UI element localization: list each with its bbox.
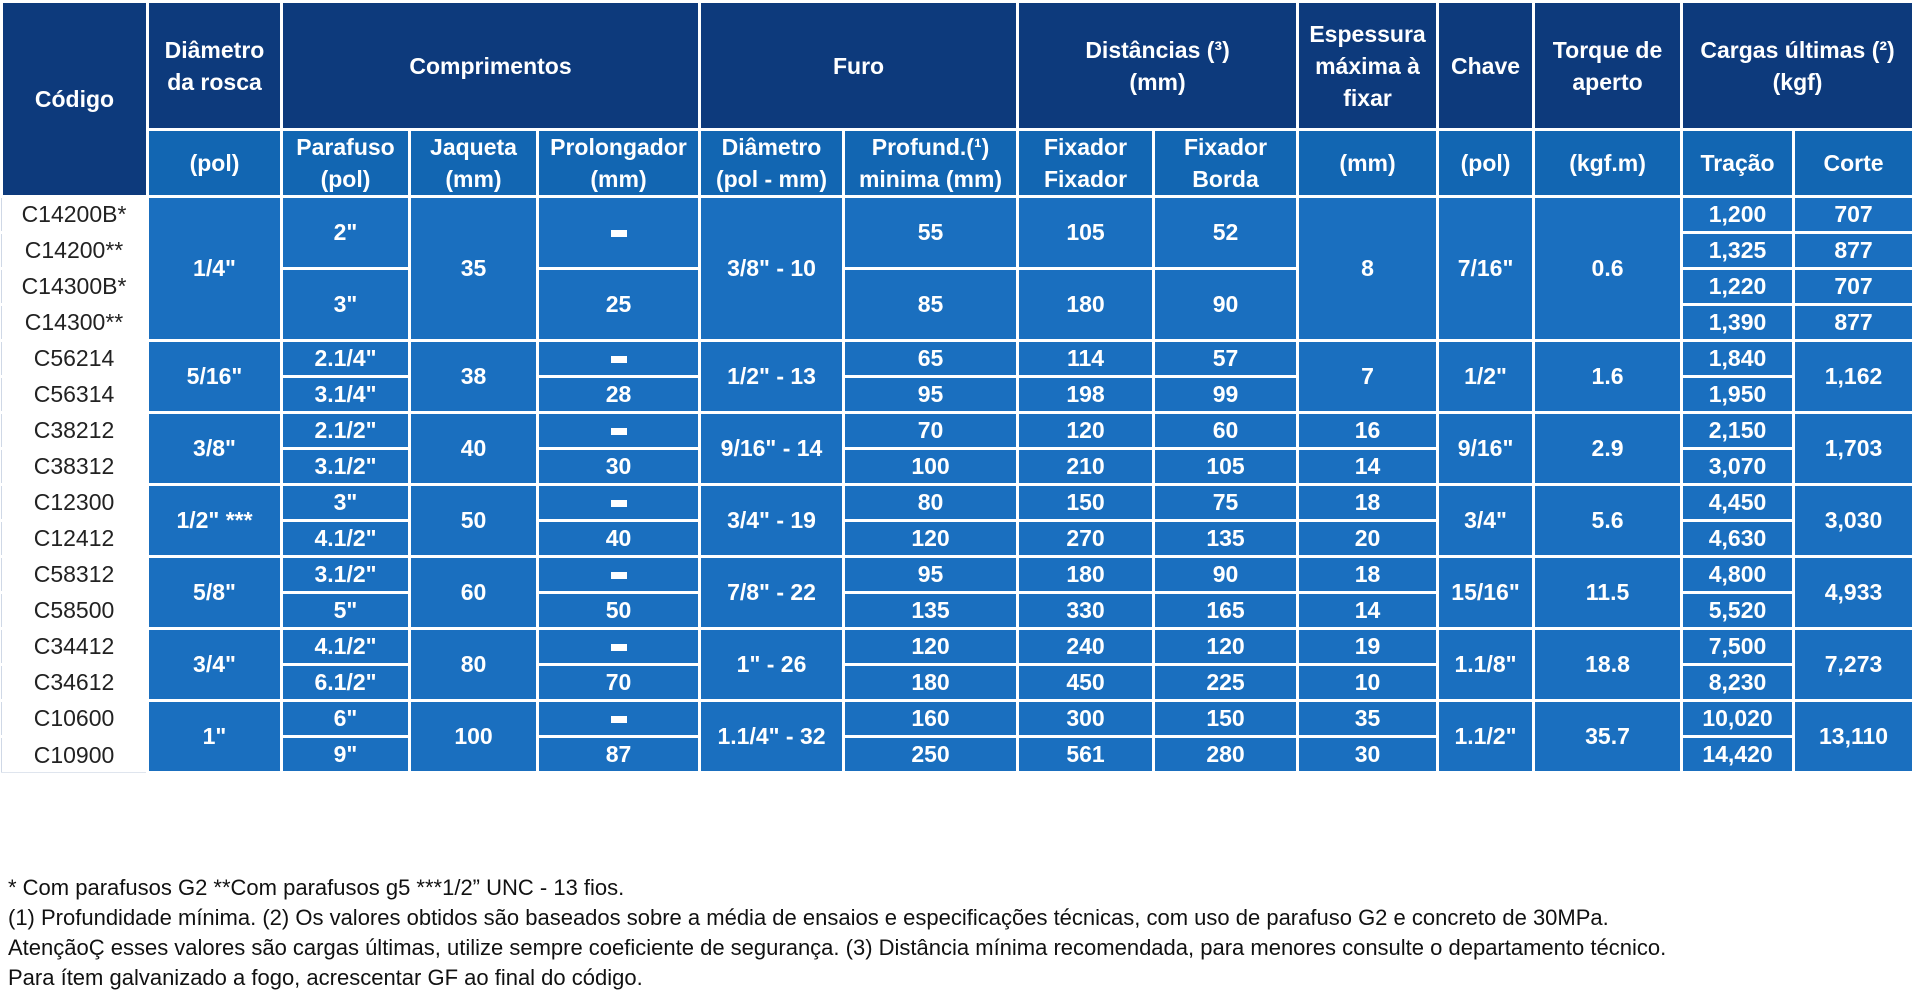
cell-codigo: C58312 [2, 557, 148, 593]
table-row [2, 701, 1912, 737]
cell-fixador: 180 [1018, 269, 1154, 341]
cell-borda: 90 [1154, 269, 1298, 341]
cell-furo: 3/4" - 19 [700, 485, 844, 557]
cell-furo: 1" - 26 [700, 629, 844, 701]
cell-espessura: 7 [1298, 341, 1438, 413]
subheader-jaqueta: Jaqueta (mm) [410, 130, 538, 197]
cell-profund: 65 [844, 341, 1018, 377]
cell-espessura: 14 [1298, 593, 1438, 629]
cell-borda: 90 [1154, 557, 1298, 593]
cell-profund: 95 [844, 377, 1018, 413]
cell-torque: 0.6 [1534, 197, 1682, 341]
header-diametro-rosca: Diâmetro da rosca [148, 2, 282, 130]
cell-profund: 85 [844, 269, 1018, 341]
cell-codigo: C14200** [2, 233, 148, 269]
cell-parafuso: 6" [282, 701, 410, 737]
subheader-corte: Corte [1794, 130, 1912, 197]
cell-tracao: 1,390 [1682, 305, 1794, 341]
header-furo: Furo [700, 2, 1018, 130]
cell-profund: 250 [844, 737, 1018, 773]
cell-torque: 35.7 [1534, 701, 1682, 773]
cell-tracao: 1,220 [1682, 269, 1794, 305]
header-torque: Torque de aperto [1534, 2, 1682, 130]
cell-parafuso: 9" [282, 737, 410, 773]
cell-chave: 7/16" [1438, 197, 1534, 341]
cell-furo: 1/2" - 13 [700, 341, 844, 413]
cell-prolongador: 70 [538, 665, 700, 701]
cell-profund: 70 [844, 413, 1018, 449]
cell-borda: 135 [1154, 521, 1298, 557]
header-comprimentos: Comprimentos [282, 2, 700, 130]
table-row [2, 341, 1912, 377]
cell-tracao: 5,520 [1682, 593, 1794, 629]
cell-corte: 1,162 [1794, 341, 1912, 413]
cell-tracao: 4,450 [1682, 485, 1794, 521]
cell-profund: 135 [844, 593, 1018, 629]
cell-codigo: C12300 [2, 485, 148, 521]
cell-prolongador [538, 557, 700, 593]
cell-prolongador: 50 [538, 593, 700, 629]
cell-tracao: 1,200 [1682, 197, 1794, 233]
cell-tracao: 1,950 [1682, 377, 1794, 413]
cell-tracao: 1,325 [1682, 233, 1794, 269]
cell-prolongador: 30 [538, 449, 700, 485]
dash-icon [611, 230, 627, 237]
table-row [2, 413, 1912, 449]
subheader-chave-unit: (pol) [1438, 130, 1534, 197]
cell-rosca: 3/8" [148, 413, 282, 485]
table-row [2, 629, 1912, 665]
cell-torque: 18.8 [1534, 629, 1682, 701]
cell-fixador: 561 [1018, 737, 1154, 773]
cell-rosca: 1/4" [148, 197, 282, 341]
cell-tracao: 4,800 [1682, 557, 1794, 593]
cell-fixador: 240 [1018, 629, 1154, 665]
cell-jaqueta: 38 [410, 341, 538, 413]
cell-rosca: 3/4" [148, 629, 282, 701]
cell-fixador: 105 [1018, 197, 1154, 269]
table-row [2, 485, 1912, 521]
cell-corte: 877 [1794, 305, 1912, 341]
cell-rosca: 5/8" [148, 557, 282, 629]
cell-prolongador [538, 341, 700, 377]
cell-borda: 165 [1154, 593, 1298, 629]
cell-parafuso: 2.1/4" [282, 341, 410, 377]
footnote-line: Para ítem galvanizado a fogo, acrescentar GF ao final do código. [8, 965, 643, 990]
cell-corte: 707 [1794, 197, 1912, 233]
header-row-sub [2, 130, 1912, 197]
cell-codigo: C58500 [2, 593, 148, 629]
subheader-furo-profund: Profund.(¹) minima (mm) [844, 130, 1018, 197]
cell-borda: 60 [1154, 413, 1298, 449]
cell-fixador: 210 [1018, 449, 1154, 485]
cell-parafuso: 3.1/2" [282, 449, 410, 485]
cell-borda: 105 [1154, 449, 1298, 485]
table-body [2, 197, 1912, 773]
cell-chave: 1/2" [1438, 341, 1534, 413]
dash-icon [611, 716, 627, 723]
cell-profund: 55 [844, 197, 1018, 269]
cell-codigo: C10900 [2, 737, 148, 773]
cell-corte: 707 [1794, 269, 1912, 305]
dash-icon [611, 644, 627, 651]
cell-prolongador [538, 629, 700, 665]
subheader-tracao: Tração [1682, 130, 1794, 197]
cell-parafuso: 4.1/2" [282, 629, 410, 665]
cell-torque: 11.5 [1534, 557, 1682, 629]
cell-chave: 9/16" [1438, 413, 1534, 485]
cell-furo: 9/16" - 14 [700, 413, 844, 485]
cell-espessura: 30 [1298, 737, 1438, 773]
cell-chave: 1.1/2" [1438, 701, 1534, 773]
cell-furo: 1.1/4" - 32 [700, 701, 844, 773]
cell-jaqueta: 40 [410, 413, 538, 485]
cell-espessura: 14 [1298, 449, 1438, 485]
cell-corte: 877 [1794, 233, 1912, 269]
cell-corte: 1,703 [1794, 413, 1912, 485]
cell-borda: 99 [1154, 377, 1298, 413]
header-chave: Chave [1438, 2, 1534, 130]
cell-tracao: 14,420 [1682, 737, 1794, 773]
subheader-espessura-unit: (mm) [1298, 130, 1438, 197]
table-row [2, 557, 1912, 593]
cell-corte: 4,933 [1794, 557, 1912, 629]
cell-codigo: C12412 [2, 521, 148, 557]
cell-prolongador: 40 [538, 521, 700, 557]
cell-profund: 120 [844, 629, 1018, 665]
cell-jaqueta: 100 [410, 701, 538, 773]
cell-fixador: 330 [1018, 593, 1154, 629]
cell-codigo: C10600 [2, 701, 148, 737]
cell-tracao: 4,630 [1682, 521, 1794, 557]
cell-espessura: 18 [1298, 557, 1438, 593]
cell-borda: 57 [1154, 341, 1298, 377]
cell-profund: 95 [844, 557, 1018, 593]
cell-torque: 5.6 [1534, 485, 1682, 557]
cell-furo: 3/8" - 10 [700, 197, 844, 341]
cell-parafuso: 2.1/2" [282, 413, 410, 449]
cell-corte: 13,110 [1794, 701, 1912, 773]
cell-espessura: 18 [1298, 485, 1438, 521]
cell-codigo: C56214 [2, 341, 148, 377]
cell-parafuso: 3.1/2" [282, 557, 410, 593]
cell-parafuso: 3" [282, 269, 410, 341]
cell-codigo: C34612 [2, 665, 148, 701]
cell-profund: 100 [844, 449, 1018, 485]
cell-torque: 2.9 [1534, 413, 1682, 485]
cell-jaqueta: 35 [410, 197, 538, 341]
cell-borda: 280 [1154, 737, 1298, 773]
cell-codigo: C38312 [2, 449, 148, 485]
dash-icon [611, 356, 627, 363]
cell-torque: 1.6 [1534, 341, 1682, 413]
subheader-torque-unit: (kgf.m) [1534, 130, 1682, 197]
footnote-line: (1) Profundidade mínima. (2) Os valores obtidos são baseados sobre a média de ensaios e especificações técnicas, com uso de parafuso G2 e concreto de 30MPa. [8, 905, 1609, 930]
cell-espessura: 8 [1298, 197, 1438, 341]
cell-prolongador [538, 485, 700, 521]
header-cargas: Cargas últimas (²) (kgf) [1682, 2, 1912, 130]
cell-espessura: 20 [1298, 521, 1438, 557]
subheader-prolongador: Prolongador (mm) [538, 130, 700, 197]
cell-fixador: 180 [1018, 557, 1154, 593]
cell-jaqueta: 80 [410, 629, 538, 701]
cell-fixador: 300 [1018, 701, 1154, 737]
cell-espessura: 16 [1298, 413, 1438, 449]
cell-codigo: C14200B* [2, 197, 148, 233]
cell-rosca: 1/2" *** [148, 485, 282, 557]
cell-espessura: 19 [1298, 629, 1438, 665]
cell-rosca: 1" [148, 701, 282, 773]
cell-profund: 80 [844, 485, 1018, 521]
cell-furo: 7/8" - 22 [700, 557, 844, 629]
cell-corte: 3,030 [1794, 485, 1912, 557]
cell-espessura: 10 [1298, 665, 1438, 701]
cell-chave: 15/16" [1438, 557, 1534, 629]
subheader-parafuso: Parafuso (pol) [282, 130, 410, 197]
header-espessura: Espessura máxima à fixar [1298, 2, 1438, 130]
cell-espessura: 35 [1298, 701, 1438, 737]
cell-parafuso: 4.1/2" [282, 521, 410, 557]
cell-profund: 160 [844, 701, 1018, 737]
table-row [2, 197, 1912, 233]
header-row-main [2, 2, 1912, 130]
header-distancias: Distâncias (³) (mm) [1018, 2, 1298, 130]
footnotes [8, 873, 1908, 993]
cell-borda: 225 [1154, 665, 1298, 701]
subheader-fixador-fixador: Fixador Fixador [1018, 130, 1154, 197]
cell-fixador: 120 [1018, 413, 1154, 449]
cell-chave: 3/4" [1438, 485, 1534, 557]
cell-borda: 120 [1154, 629, 1298, 665]
cell-fixador: 198 [1018, 377, 1154, 413]
cell-fixador: 450 [1018, 665, 1154, 701]
cell-corte: 7,273 [1794, 629, 1912, 701]
cell-fixador: 270 [1018, 521, 1154, 557]
footnote-line: AtençãoÇ esses valores são cargas últimas, utilize sempre coeficiente de segurança. (3) Distância mínima recomendada, para menores consulte o departamento técnico. [8, 935, 1667, 960]
cell-borda: 150 [1154, 701, 1298, 737]
cell-prolongador [538, 197, 700, 269]
cell-prolongador: 28 [538, 377, 700, 413]
cell-codigo: C14300B* [2, 269, 148, 305]
cell-parafuso: 3.1/4" [282, 377, 410, 413]
cell-borda: 52 [1154, 197, 1298, 269]
cell-prolongador [538, 701, 700, 737]
dash-icon [611, 500, 627, 507]
cell-borda: 75 [1154, 485, 1298, 521]
cell-tracao: 3,070 [1682, 449, 1794, 485]
cell-tracao: 8,230 [1682, 665, 1794, 701]
cell-jaqueta: 50 [410, 485, 538, 557]
cell-prolongador [538, 413, 700, 449]
cell-codigo: C38212 [2, 413, 148, 449]
cell-fixador: 114 [1018, 341, 1154, 377]
cell-tracao: 2,150 [1682, 413, 1794, 449]
cell-parafuso: 3" [282, 485, 410, 521]
cell-tracao: 7,500 [1682, 629, 1794, 665]
cell-fixador: 150 [1018, 485, 1154, 521]
dash-icon [611, 428, 627, 435]
cell-parafuso: 5" [282, 593, 410, 629]
cell-prolongador: 25 [538, 269, 700, 341]
header-codigo: Código [2, 2, 148, 197]
cell-chave: 1.1/8" [1438, 629, 1534, 701]
cell-parafuso: 6.1/2" [282, 665, 410, 701]
cell-tracao: 10,020 [1682, 701, 1794, 737]
cell-codigo: C14300** [2, 305, 148, 341]
cell-codigo: C34412 [2, 629, 148, 665]
dash-icon [611, 572, 627, 579]
cell-profund: 120 [844, 521, 1018, 557]
cell-parafuso: 2" [282, 197, 410, 269]
footnote-line: * Com parafusos G2 **Com parafusos g5 ***1/2” UNC - 13 fios. [8, 875, 625, 900]
subheader-fixador-borda: Fixador Borda [1154, 130, 1298, 197]
cell-profund: 180 [844, 665, 1018, 701]
subheader-furo-diametro: Diâmetro (pol - mm) [700, 130, 844, 197]
cell-rosca: 5/16" [148, 341, 282, 413]
cell-tracao: 1,840 [1682, 341, 1794, 377]
cell-prolongador: 87 [538, 737, 700, 773]
cell-codigo: C56314 [2, 377, 148, 413]
subheader-rosca-unit: (pol) [148, 130, 282, 197]
cell-jaqueta: 60 [410, 557, 538, 629]
